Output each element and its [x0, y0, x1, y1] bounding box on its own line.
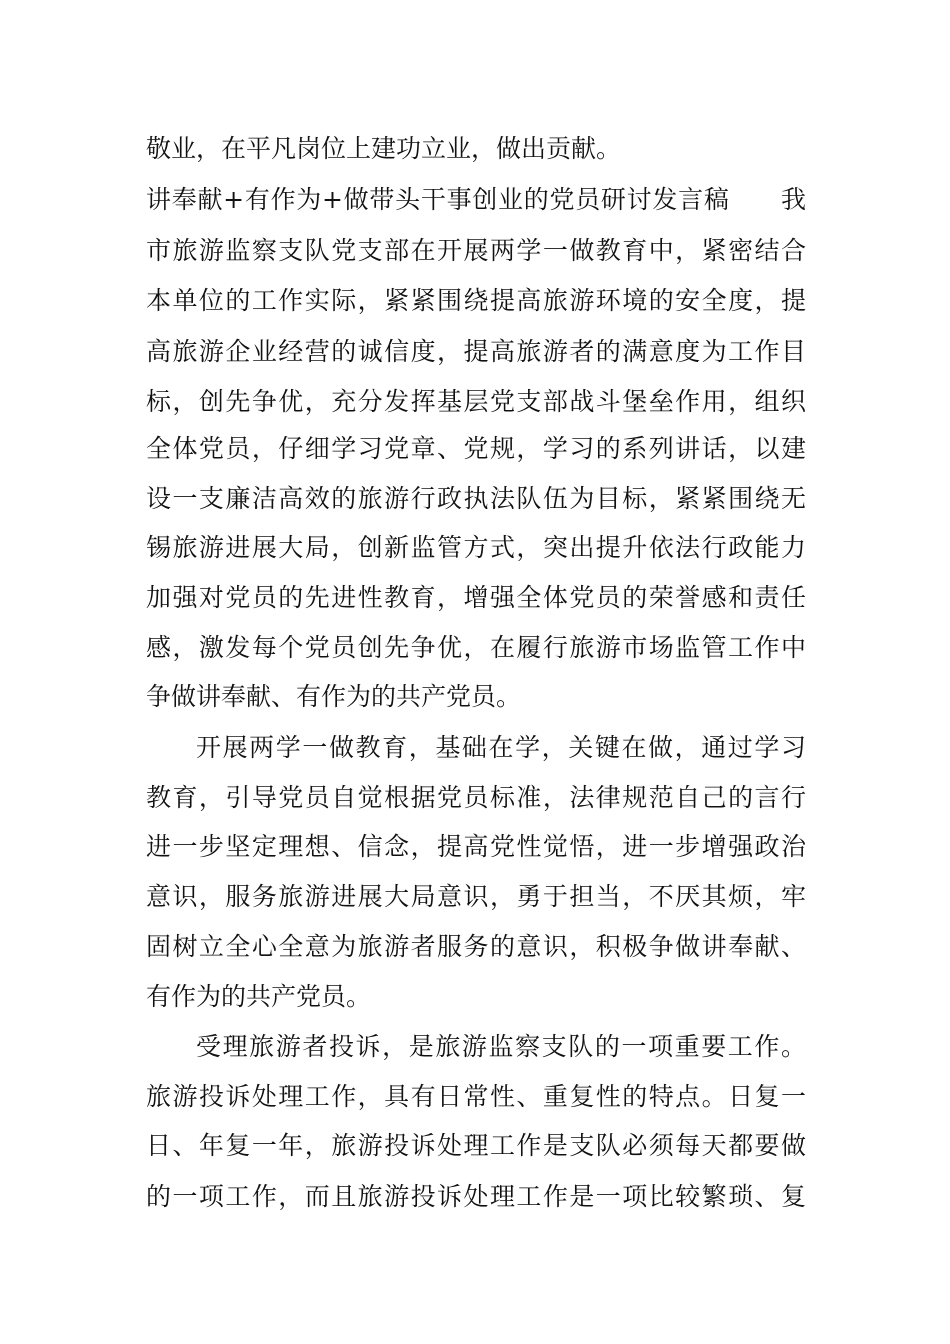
text-line: 感，激发每个党员创先争优，在履行旅游市场监管工作中	[146, 633, 806, 662]
text-line: 全体党员，仔细学习党章、党规，学习的系列讲话，以建	[146, 434, 806, 463]
text-line: 进一步坚定理想、信念，提高党性觉悟，进一步增强政治	[146, 832, 806, 861]
text-line: 旅游投诉处理工作，具有日常性、重复性的特点。日复一	[146, 1082, 806, 1111]
text-line: 锡旅游进展大局，创新监管方式，突出提升依法行政能力	[146, 533, 806, 562]
text-line: 高旅游企业经营的诚信度，提高旅游者的满意度为工作目	[146, 337, 806, 366]
text-line: 的一项工作，而且旅游投诉处理工作是一项比较繁琐、复	[146, 1182, 806, 1211]
text-line: 加强对党员的先进性教育，增强全体党员的荣誉感和责任	[146, 583, 806, 612]
text-line: 讲奉献+有作为+做带头干事创业的党员研讨发言稿 我	[146, 185, 806, 214]
text-line: 标，创先争优，充分发挥基层党支部战斗堡垒作用，组织	[146, 387, 806, 416]
text-line: 市旅游监察支队党支部在开展两学一做教育中，紧密结合	[146, 236, 806, 265]
text-line: 本单位的工作实际，紧紧围绕提高旅游环境的安全度，提	[146, 286, 806, 315]
text-line: 敬业，在平凡岗位上建功立业，做出贡献。	[146, 134, 622, 163]
text-line: 固树立全心全意为旅游者服务的意识，积极争做讲奉献、	[146, 932, 806, 961]
text-line: 受理旅游者投诉，是旅游监察支队的一项重要工作。	[196, 1032, 806, 1061]
text-line: 教育，引导党员自觉根据党员标准，法律规范自己的言行	[146, 783, 806, 812]
text-line: 开展两学一做教育，基础在学，关键在做，通过学习	[196, 733, 806, 762]
text-line: 争做讲奉献、有作为的共产党员。	[146, 682, 522, 711]
text-line: 意识，服务旅游进展大局意识，勇于担当，不厌其烦，牢	[146, 882, 806, 911]
text-line: 有作为的共产党员。	[146, 982, 372, 1011]
text-line: 日、年复一年，旅游投诉处理工作是支队必须每天都要做	[146, 1131, 806, 1160]
text-line: 设一支廉洁高效的旅游行政执法队伍为目标，紧紧围绕无	[146, 484, 806, 513]
